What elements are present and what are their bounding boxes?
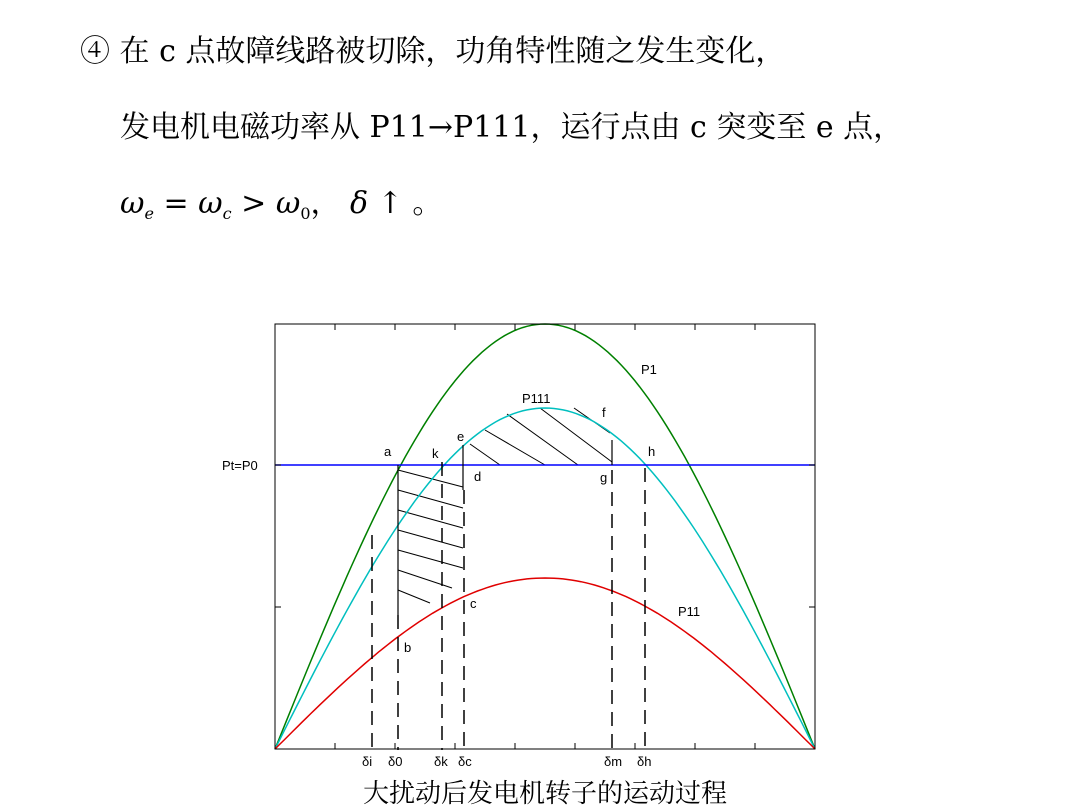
point-h-label: h [648,444,656,459]
power-angle-diagram [200,300,840,780]
point-c-label: c [470,596,477,611]
point-g-label: g [600,470,608,485]
tick-label-delta-0: δ0 [388,754,403,769]
tick-label-delta-i: δi [362,754,373,769]
axis-ticks [275,324,815,749]
point-a-label: a [384,444,392,459]
point-b-label: b [404,640,412,655]
p1-curve [275,324,815,749]
point-f-label: f [602,405,606,420]
greater-than-sign: > [241,186,276,221]
dashed-guides [372,462,645,750]
text-line-1: ④ 在 c 点故障线路被切除，功角特性随之发生变化， [80,34,786,69]
omega-0-subscript: 0 [300,204,311,223]
comma: ， [310,186,341,221]
deceleration-area-hatch [470,408,612,465]
pt-p0-label: Pt=P0 [222,458,258,473]
arrow-up-tail: ↑ 。 [368,186,443,221]
acceleration-area-hatch [398,470,463,603]
tick-label-delta-m: δm [604,754,623,769]
p111-label: P111 [522,391,551,406]
text-line-2: 发电机电磁功率从 P11→P111，运行点由 c 突变至 e 点， [120,110,904,145]
figure-caption: 大扰动后发电机转子的运动过程 [362,779,727,809]
omega-0: ω [275,186,301,221]
solid-guides [398,440,612,615]
p1-label: P1 [641,362,657,377]
point-k-label: k [432,446,439,461]
point-e-label: e [457,429,465,444]
omega-c: ω [198,186,223,221]
text-line-3 [120,186,442,232]
delta-symbol: δ [350,186,369,221]
point-d-label: d [474,469,482,484]
omega-e: ω [120,186,145,221]
tick-label-delta-h: δh [637,754,652,769]
omega-e-subscript: e [144,204,154,223]
equals-sign: = [163,186,199,221]
omega-c-subscript: c [222,204,232,223]
tick-label-delta-k: δk [434,754,448,769]
tick-label-delta-c: δc [458,754,472,769]
p11-label: P11 [678,604,701,619]
plot-frame [275,324,815,749]
p11-curve [275,578,815,749]
